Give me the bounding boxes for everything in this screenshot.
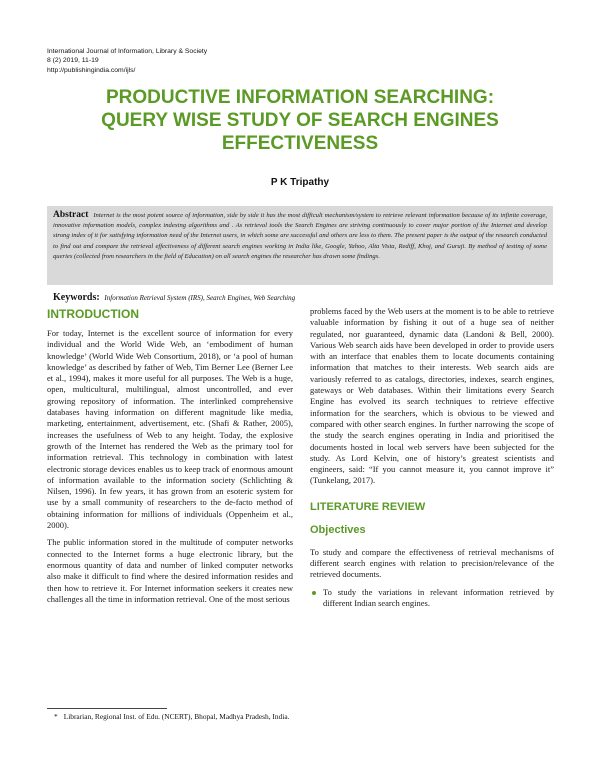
objective-bullet-text: To study the variations in relevant information retrieved by different Indian search engines. [323, 586, 554, 608]
introduction-paragraph-2: The public information stored in the multitude of computer networks connected to the Internet forms a huge electronic library, but the enormous quantity of data and number of linked computer networks also make it difficult to find where the desired information resides and then how to retrieve it. For Internet information seekers it creates new challenges all the time in information retrieval. One of the most serious [47, 537, 293, 604]
author-name: P K Tripathy [270, 177, 330, 188]
abstract-text: Internet is the most potent source of information, side by side it has the most difficult mechanism/system to retrieve relevant information because of its infinite coverage, innovative information models, complex indexing algorithms and . As retrieval tools the Search Engines are striving continuously to cover major portion of the Internet and develop strong index of it for satisfying information need of the Internet users, in which some are successful and others are less to them. The present paper is the output of the research conducted to find out and compare the retrieval effectiveness of different search engines working in India like, Google, Yahoo, Alta Vista, Rediff, Khoj, and Guruji. By method of testing of some queries (collected from researchers in the field of Education) on all search engines the researcher has drawn some findings. [53, 212, 547, 260]
left-column [47, 306, 293, 611]
keywords-label: Keywords: [53, 292, 100, 303]
abstract-label: Abstract [53, 210, 89, 220]
right-column [310, 306, 554, 609]
introduction-paragraph-3: problems faced by the Web users at the moment is to be able to retrieve valuable information by fishing it out of a huge sea of neither regulated, nor guaranteed, dynamic data (Landoni & Bell, 2000). Various Web search aids have been developed in order to provide users with an interface that enables them to locate documents containing information that matches to their interests. Web search aids are variously referred to as catalogs, directories, indexes, search engines, gateways or Web databases. Within their limitations every Search Engine has evolved its search techniques to retrieve effective information for the searchers, which is obvious to be viewed and compared with other search engines. In further narrowing the scope of the study the search engines operating in India and prioritised the documents hosted in local web servers have been subjected for the study. As Lord Kelvin, one of history’s greatest scientists and engineers, said: “If you cannot measure it, you cannot improve it” (Tunkelang, 2017). [310, 306, 554, 486]
journal-header [47, 47, 367, 75]
title-line-2: QUERY WISE STUDY OF SEARCH ENGINES [101, 110, 499, 131]
objectives-text: To study and compare the effectiveness of retrieval mechanisms of different search engines with relation to precision/relevance of the retrieved documents. [310, 546, 554, 580]
keywords-text: Information Retrieval System (IRS), Search Engines, Web Searching [104, 294, 296, 302]
title-line-3: EFFECTIVENESS [221, 133, 379, 154]
paper-title [30, 86, 570, 155]
footnote-text: Librarian, Regional Inst. of Edu. (NCERT), Bhopal, Madhya Pradesh, India. [63, 712, 290, 721]
literature-review-heading: LITERATURE REVIEW [310, 500, 426, 513]
footnote-mark: * [54, 712, 58, 721]
title-line-1: PRODUCTIVE INFORMATION SEARCHING: [105, 87, 495, 108]
footnote-divider [47, 708, 167, 709]
bullet-dot-icon [312, 591, 316, 595]
abstract-box [47, 206, 553, 285]
objectives-heading: Objectives [310, 523, 366, 536]
journal-name: International Journal of Information, Library & Society [47, 48, 208, 55]
footnote [54, 712, 454, 721]
keywords [53, 292, 553, 303]
introduction-heading: INTRODUCTION [47, 307, 139, 321]
journal-url[interactable]: http://publishingindia.com/ijls/ [47, 66, 136, 74]
objective-bullet [310, 587, 554, 610]
abstract [53, 210, 547, 262]
journal-volume: 8 (2) 2019, 11-19 [47, 57, 99, 65]
introduction-paragraph-1: For today, Internet is the excellent source of information for every individual and the World Wide Web, an ‘embodiment of human knowledge’ (World Wide Web Consortium, 2018), or ‘a pool of human knowledge’ as described by father of Web, Tim Berner Lee (Berner Lee et al., 1994), makes it more useful for all purposes. The Web is a huge, open, multicultural, multilingual, almost uncontrolled, and ever growing repository of information. The interlinked comprehensive databases having information on different magnitude like media, marketing, entertainment, advertisement, etc. (Shafi & Rather, 2005), increases the usefulness of Web to any height. Today, the explosive growth of the Internet has rendered the Web as the primary tool for information retrieval. This technology in combination with latest electronic storage devices enables us to keep track of enormous amount of information available to the information society (Schlichting & Nilsen, 1996). In few years, it has grown from an esoteric system for use by a small community of researchers to the de-facto method of obtaining information for millions of individuals (Oppenheim et al., 2000). [47, 328, 293, 531]
